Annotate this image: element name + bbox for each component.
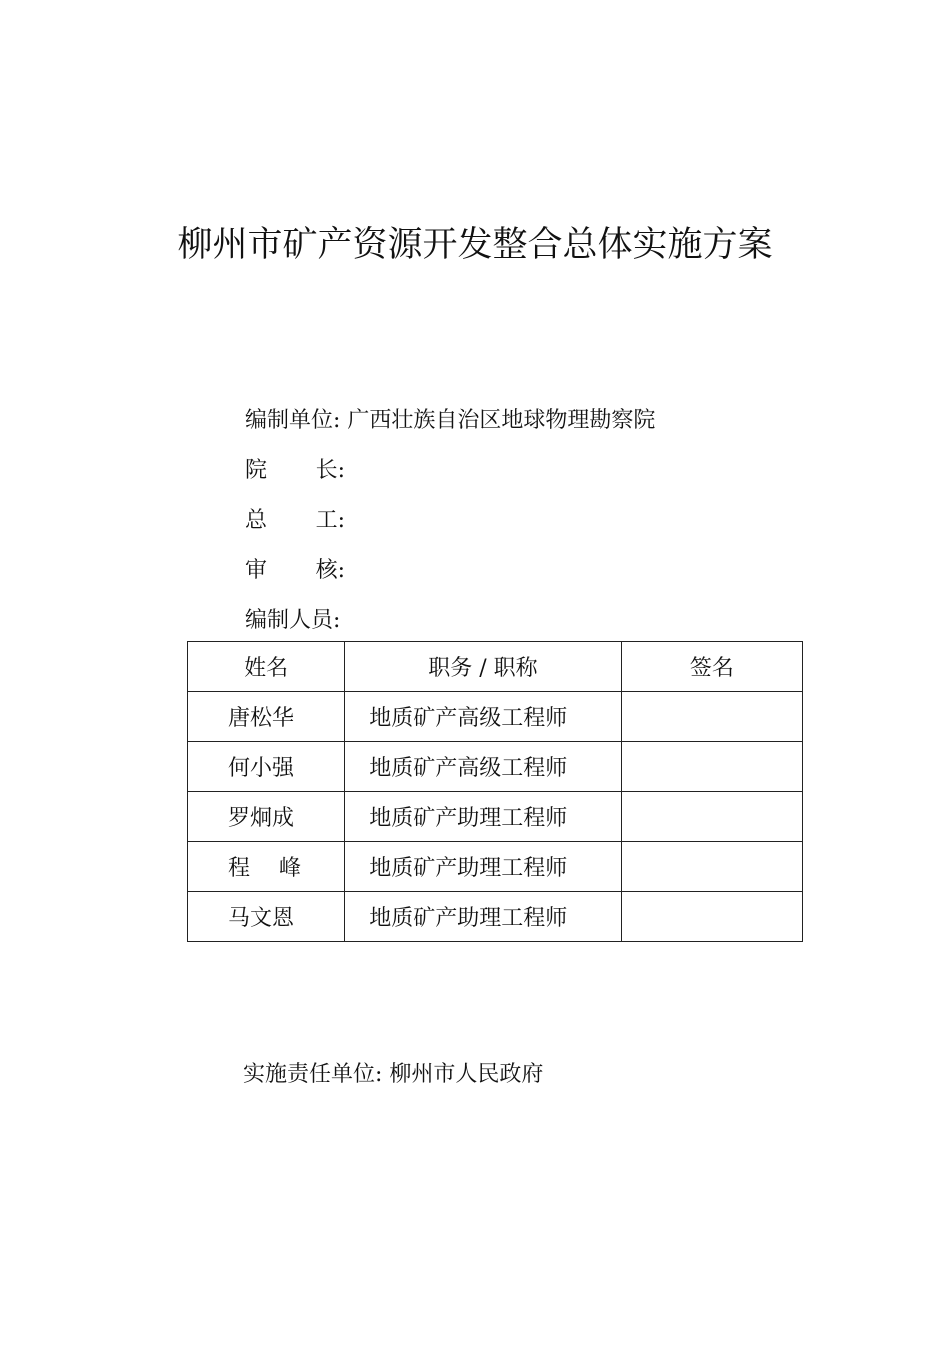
- reviewer-label-b: 核:: [315, 558, 345, 583]
- table-row: [188, 692, 803, 742]
- staff-name: 马文恩: [188, 892, 345, 942]
- reviewer-line: [245, 556, 345, 586]
- staff-title: 地质矿产高级工程师: [345, 692, 621, 742]
- compiler-unit-label: 编制单位:: [245, 408, 341, 433]
- chief-engineer-line: [245, 506, 345, 536]
- staff-table: [187, 641, 803, 942]
- staff-title: 地质矿产高级工程师: [345, 742, 621, 792]
- dean-label-a: 院: [245, 458, 268, 483]
- reviewer-label: [245, 556, 345, 586]
- staff-signature: [621, 842, 802, 892]
- staff-signature: [621, 892, 802, 942]
- compiler-unit-value: 广西壮族自治区地球物理勘察院: [347, 408, 656, 433]
- chief-engineer-label-b: 工:: [315, 508, 345, 533]
- reviewer-label-a: 审: [245, 558, 268, 583]
- staff-label: 编制人员:: [245, 608, 341, 633]
- compiler-unit-line: [245, 406, 655, 436]
- responsible-unit-label: 实施责任单位:: [243, 1062, 383, 1087]
- table-row: [188, 892, 803, 942]
- staff-title: 地质矿产助理工程师: [345, 842, 621, 892]
- staff-name: 何小强: [188, 742, 345, 792]
- table-row: [188, 742, 803, 792]
- dean-line: [245, 456, 345, 486]
- dean-label: [245, 456, 345, 486]
- table-row: [188, 792, 803, 842]
- dean-label-b: 长:: [315, 458, 345, 483]
- staff-table-header-row: [188, 642, 803, 692]
- staff-line: [245, 606, 340, 636]
- header-title: 职务 / 职称: [345, 642, 621, 692]
- responsible-unit-line: [243, 1060, 543, 1090]
- header-name: 姓名: [188, 642, 345, 692]
- table-row: [188, 842, 803, 892]
- responsible-unit-value: 柳州市人民政府: [389, 1062, 544, 1087]
- document-title: 柳州市矿产资源开发整合总体实施方案: [177, 225, 773, 265]
- staff-name: 唐松华: [188, 692, 345, 742]
- chief-engineer-label: [245, 506, 345, 536]
- staff-signature: [621, 792, 802, 842]
- staff-title: 地质矿产助理工程师: [345, 892, 621, 942]
- staff-title: 地质矿产助理工程师: [345, 792, 621, 842]
- staff-signature: [621, 692, 802, 742]
- chief-engineer-label-a: 总: [245, 508, 268, 533]
- header-signature: 签名: [621, 642, 802, 692]
- staff-signature: [621, 742, 802, 792]
- staff-name: 程 峰: [188, 842, 345, 892]
- staff-name: 罗炯成: [188, 792, 345, 842]
